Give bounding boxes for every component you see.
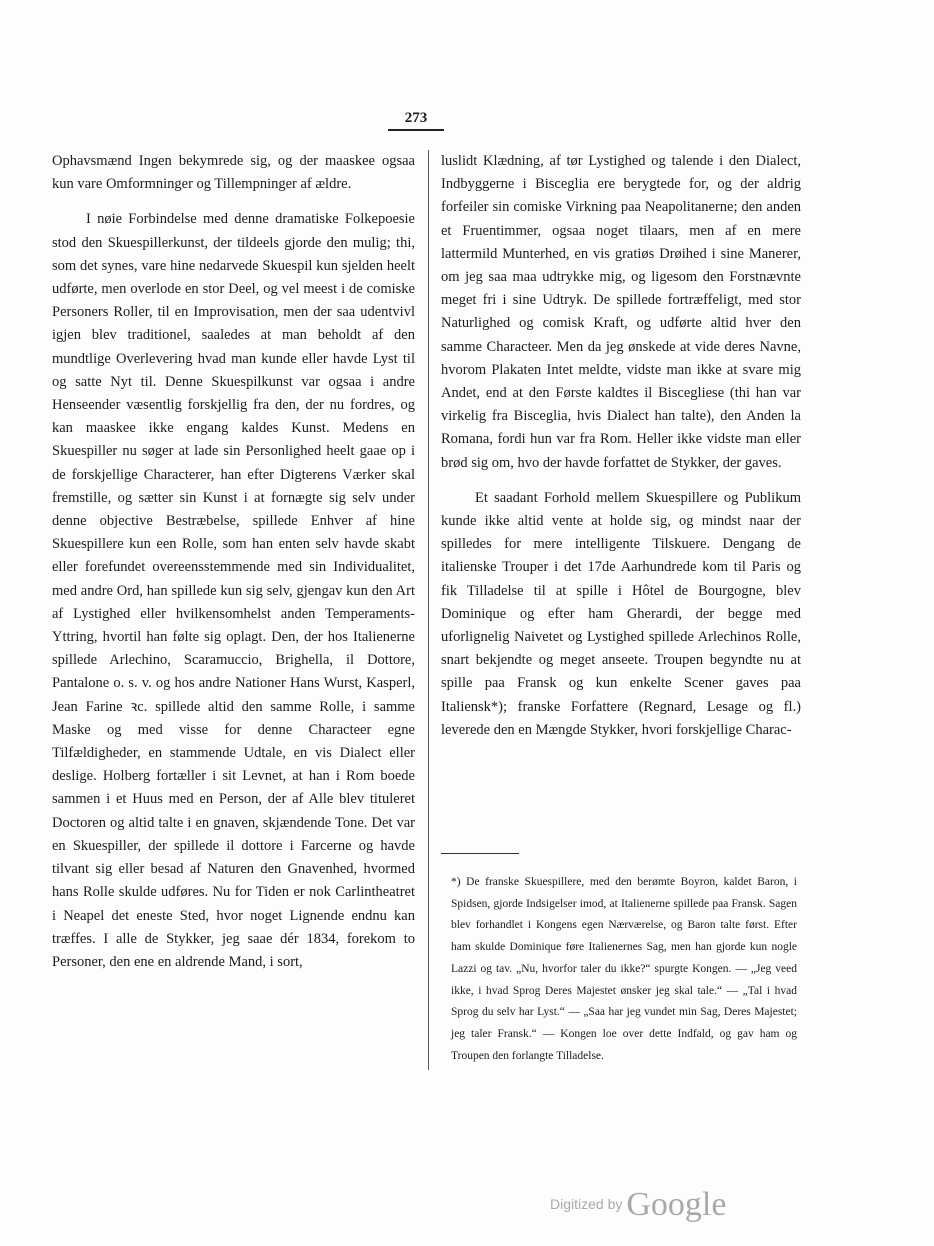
- paragraph-italian-troupes: Et saadant Forhold mellem Skuespillere og Publikum kunde ikke altid vente at holde sig, og mindst naar der spilledes for mere intelligente Tilskuere. Dengang de italienske Trouper i det 17de Aarhundrede kom til Paris og fik Tilladelse til at spille i Hôtel de Bourgogne, blev Dominique og efter ham Gherardi, der begge med uforlignelig Naivetet og Lystighed spillede Arlechinos Rolle, snart bekjendte og meget anseete. Troupen begyndte nu at spille paa Fransk og kun enkelte Scener gaves paa Italiensk*); franske Forfattere (Regnard, Lesage og fl.) leverede den en Mængde Stykker, hvori forskjellige Charac-: [441, 489, 801, 738]
- paragraph-continuation: Ophavsmænd Ingen bekymrede sig, og der maaskee ogsaa kun vare Omformninger og Tillempninger af ældre.: [52, 153, 415, 193]
- watermark-prefix: Digitized by: [550, 1196, 623, 1212]
- page-number-rule: [388, 129, 444, 131]
- google-logo: Google: [626, 1186, 727, 1223]
- column-divider: [428, 150, 429, 1070]
- footnote: [451, 872, 797, 1067]
- footnote-rule: [441, 853, 519, 854]
- page-number: 273: [404, 110, 428, 126]
- footnote-text: *) De franske Skuespillere, med den berømte Boyron, kaldet Baron, i Spidsen, gjorde Indsigelser imod, at Italienerne spillede paa Fransk. Sagen blev forhandlet i Kongens egen Nærværelse, og Baron talte først. Efter ham skulde Dominique føre Italienernes Sag, men han gjorde kun nogle Lazzi og tav. „Nu, hvorfor taler du ikke?“ spurgte Kongen. — „Jeg veed ikke, i hvad Sprog Deres Majestet ønsker jeg skal tale.“ — „Tal i hvad Sprog du selv har Lyst.“ — „Saa har jeg vundet min Sag, Deres Majestet; jeg taler Fransk.“ — Kongen loe over dette Indfald, og gav ham og Troupen den forlangte Tilladelse.: [451, 876, 797, 1062]
- left-text-column: [52, 150, 415, 974]
- google-watermark: [550, 1186, 726, 1224]
- paragraph-skuespillerkunst: I nøie Forbindelse med denne dramatiske Folkepoesie stod den Skuespillerkunst, der tildeels gjorde den mulig; thi, som det synes, vare hine nedarvede Skuespil kun sjelden heelt udførte, men overlode en stor Deel, og vel meest i de comiske Personers Roller, til en Improvisation, men der saa udentvivl igjen blev traditionel, saaledes at man beholdt af den mundtlige Overlevering hvad man kunde eller havde Lyst til og satte Nyt til. Denne Skuespilkunst var ogsaa i andre Henseender væsentlig forskjellig fra den, der nu fordres, og kan maaskee ikke engang kaldes Kunst. Medens en Skuespiller nu søger at lade sin Personlighed heelt gaae op i de forskjellige Characterer, han efter Digterens Værker skal fremstille, og sætter sin Kunst i at fornægte sig selv under denne objective Bestræbelse, spillede Enhver af hine Skuespillere kun een Rolle, som han enten selv havde skabt eller forefundet overeensstemmende med sin Individualitet, med andre Ord, han spillede kun sig selv, gjengav kun den Art af Lystighed eller hvilkensomhelst anden Temperaments-Yttring, hvortil han følte sig oplagt. Den, der hos Italienerne spillede Arlechino, Scaramuccio, Brighella, il Dottore, Pantalone o. s. v. og hos andre Nationer Hans Wurst, Kasperl, Jean Farine ꝛc. spillede altid den samme Rolle, i samme Maske og med visse for denne Characteer egne Tilfældigheder, en stammende Udtale, en vis Dialect eller deslige. Holberg fortæller i sit Levnet, at han i Rom boede sammen i et Huus med en Person, der af Alle blev tituleret Doctoren og altid talte i en gnaven, skjændende Tone. Det var en Skuespiller, der spillede il dottore i Farcerne og havde tilvant sig eller besad af Naturen den Gnavenhed, hvormed hans Rolle skulde udføres. Nu for Tiden er nok Carlintheatret i Neapel det eneste Sted, hvor noget Lignende endnu kan træffes. I alle de Stykker, jeg saae dér 1834, forekom to Personer, den ene en aldrende Mand, i sort,: [52, 211, 415, 970]
- right-text-column: [441, 150, 801, 742]
- paragraph-bisceglia: luslidt Klædning, af tør Lystighed og talende i den Dialect, Indbyggerne i Bisceglia ere berygtede for, og der aldrig forfeiler sin comiske Virkning paa Neapolitanerne; den anden et Fruentimmer, ogsaa noget tilaars, men af en mere lattermild Munterhed, en vis gratiøs Drøihed i sine Manerer, om jeg saa maa udtrykke mig, og ligesom den Forstnævnte meget fri i sine Udtryk. De spillede fortræffeligt, med stor Naturlighed og comisk Kraft, og udførte altid hver den samme Characteer. Men da jeg ønskede at vide deres Navne, hvorom Plakaten Intet meldte, vidste man ikke at svare mig Andet, end at den Første kaldtes il Biscegliese (thi han var virkelig fra Bisceglia, hvis Dialect han talte), den Anden la Romana, fordi hun var fra Rom. Heller ikke vidste man eller brød sig om, hvo der havde forfattet de Stykker, der gaves.: [441, 153, 801, 471]
